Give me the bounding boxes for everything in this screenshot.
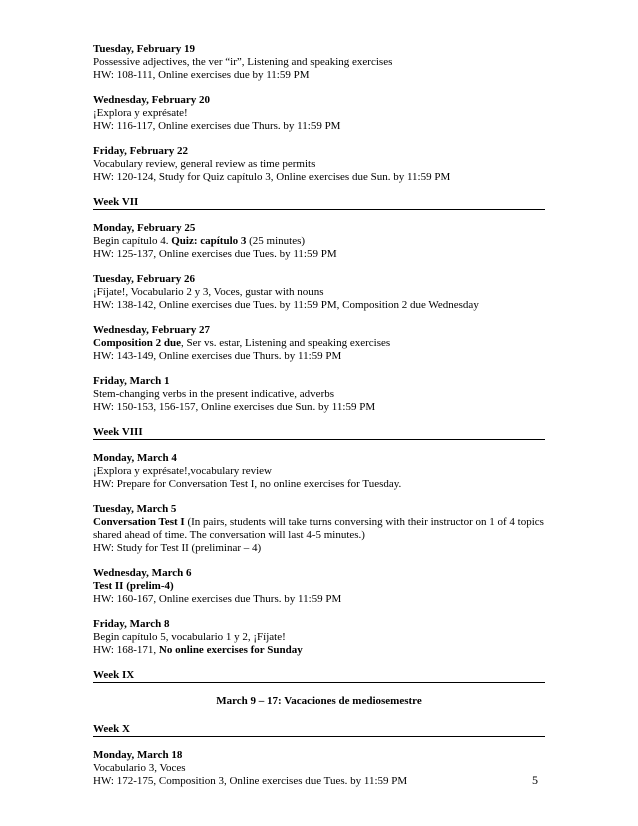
entry-topic: ¡Explora y exprésate! [93, 107, 188, 119]
break-note: March 9 – 17: Vacaciones de mediosemestre [216, 695, 422, 707]
entry-topic [93, 337, 545, 350]
schedule-entry [93, 375, 545, 414]
entry-topic: Begin capítulo 5, vocabulario 1 y 2, ¡Fíjate! [93, 631, 286, 643]
schedule-entry [93, 145, 545, 184]
schedule-entry [93, 618, 545, 657]
schedule-entry [93, 567, 545, 606]
entry-topic-part: Begin capítulo 4. [93, 235, 172, 247]
quiz-label: Quiz: capítulo 3 [171, 235, 247, 247]
entry-homework: HW: 143-149, Online exercises due Thurs. by 11:59 PM [93, 350, 342, 362]
week-heading: Week X [93, 723, 545, 737]
entry-day: Wednesday, March 6 [93, 567, 192, 579]
entry-day: Monday, March 18 [93, 749, 183, 761]
entry-topic: Test II (prelim-4) [93, 580, 174, 592]
composition-label: Composition 2 due [93, 337, 182, 349]
entry-topic-continued: shared ahead of time. The conversation will last 4-5 minutes.) [93, 529, 365, 541]
entry-topic: Vocabulary review, general review as time permits [93, 158, 316, 170]
entry-day: Tuesday, February 19 [93, 43, 195, 55]
entry-homework: HW: 120-124, Study for Quiz capítulo 3, Online exercises due Sun. by 11:59 PM [93, 171, 451, 183]
entry-topic: Vocabulario 3, Voces [93, 762, 186, 774]
entry-homework: HW: 108-111, Online exercises due by 11:59 PM [93, 69, 310, 81]
schedule-entry [93, 452, 545, 491]
entry-day: Wednesday, February 27 [93, 324, 211, 336]
entry-topic-part: (In pairs, students will take turns conversing with their instructor on 1 of 4 topics [184, 516, 544, 528]
page-number: 5 [532, 773, 538, 787]
entry-topic [93, 516, 545, 529]
schedule-entry [93, 43, 545, 82]
entry-day: Monday, March 4 [93, 452, 177, 464]
entry-day: Wednesday, February 20 [93, 94, 211, 106]
entry-homework: HW: 138-142, Online exercises due Tues. by 11:59 PM, Composition 2 due Wednesday [93, 299, 479, 311]
entry-homework: HW: Study for Test II (preliminar – 4) [93, 542, 262, 554]
no-online-note: No online exercises for Sunday [158, 644, 303, 656]
week-heading: Week VII [93, 196, 545, 210]
entry-homework-part: HW: 168-171, [93, 644, 159, 656]
schedule-entry [93, 273, 545, 312]
entry-day: Tuesday, February 26 [93, 273, 195, 285]
week-heading: Week VIII [93, 426, 545, 440]
entry-topic [93, 235, 545, 248]
week-heading: Week IX [93, 669, 545, 683]
entry-homework: HW: Prepare for Conversation Test I, no online exercises for Tuesday. [93, 478, 402, 490]
entry-topic: Possessive adjectives, the ver “ir”, Listening and speaking exercises [93, 56, 393, 68]
schedule-entry [93, 222, 545, 261]
entry-topic-part: , Ser vs. estar, Listening and speaking exercises [181, 337, 391, 349]
schedule-entry [93, 324, 545, 363]
entry-topic: Stem-changing verbs in the present indicative, adverbs [93, 388, 335, 400]
schedule-page [93, 43, 545, 800]
entry-topic: ¡Explora y exprésate!,vocabulary review [93, 465, 272, 477]
entry-day: Friday, February 22 [93, 145, 189, 157]
test-label: Conversation Test I [93, 516, 185, 528]
entry-topic: ¡Fíjate!, Vocabulario 2 y 3, Voces, gustar with nouns [93, 286, 324, 298]
entry-homework [93, 644, 545, 657]
entry-day: Tuesday, March 5 [93, 503, 177, 515]
entry-homework: HW: 116-117, Online exercises due Thurs. by 11:59 PM [93, 120, 341, 132]
entry-homework: HW: 125-137, Online exercises due Tues. by 11:59 PM [93, 248, 337, 260]
schedule-entry [93, 503, 545, 555]
schedule-entry [93, 749, 545, 788]
entry-day: Monday, February 25 [93, 222, 196, 234]
entry-homework: HW: 150-153, 156-157, Online exercises due Sun. by 11:59 PM [93, 401, 376, 413]
entry-homework: HW: 172-175, Composition 3, Online exercises due Tues. by 11:59 PM [93, 775, 408, 787]
entry-topic-part: (25 minutes) [246, 235, 306, 247]
entry-homework: HW: 160-167, Online exercises due Thurs. by 11:59 PM [93, 593, 342, 605]
entry-day: Friday, March 1 [93, 375, 170, 387]
schedule-entry [93, 94, 545, 133]
entry-day: Friday, March 8 [93, 618, 170, 630]
